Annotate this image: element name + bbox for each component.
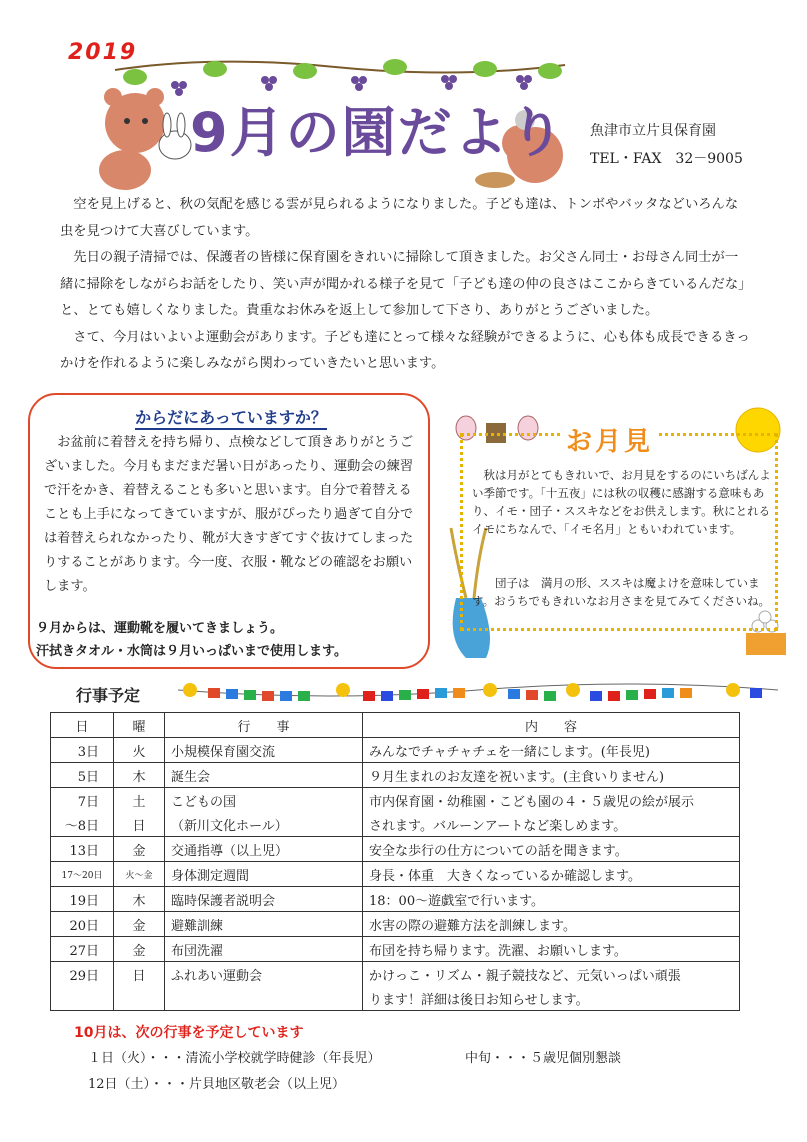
cell-day (51, 986, 114, 1011)
cell-event: 布団洗濯 (165, 937, 363, 962)
table-row (51, 763, 740, 788)
cell-event: 交通指導（以上児） (165, 837, 363, 862)
moon-title: お月見 (560, 421, 659, 458)
cell-event: ふれあい運動会 (165, 962, 363, 987)
cell-dow: 火 (114, 738, 165, 763)
table-row (51, 962, 740, 987)
header-event: 行 事 (165, 713, 363, 738)
cell-detail: されます。バルーンアートなど楽しめます。 (363, 812, 740, 837)
cell-day: ～8日 (51, 812, 114, 837)
table-row (51, 862, 740, 887)
bunting-decoration (178, 680, 778, 710)
october-item: 12日（土）・・・片貝地区敬老会（以上児） (88, 1077, 346, 1092)
school-tel-fax: TEL・FAX 32－9005 (590, 151, 743, 167)
cell-dow: 日 (114, 962, 165, 987)
cell-dow: 日 (114, 812, 165, 837)
school-name: 魚津市立片貝保育園 (590, 123, 716, 139)
health-body: お盆前に着替えを持ち帰り、点検などして頂きありがとうございました。今月もまだまだ暑い日があったり、運動会の練習で汗をかき、着替えることも多いと思います。自分で着替えることも上手になってきていますが、服がぴったり過ぎて自分では着替えられなかったり、靴が大きすぎてすぐ抜けてしまったりすることがあります。今一度、衣服・靴などの確認をお願いします。 (44, 435, 414, 594)
health-note-towel: 汗拭きタオル・水筒は９月いっぱいまで使用します。 (36, 644, 347, 659)
cell-detail: 市内保育園・幼稚園・こども園の４・５歳児の絵が展示 (363, 788, 740, 813)
cell-day: 7日 (51, 788, 114, 813)
cell-event: （新川文化ホール） (165, 812, 363, 837)
cell-detail: 身長・体重 大きくなっているか確認します。 (363, 862, 740, 887)
table-row (51, 937, 740, 962)
header-day: 日 (51, 713, 114, 738)
schedule-table (50, 712, 740, 1011)
health-note-shoes: ９月からは、運動靴を履いてきましょう。 (36, 621, 284, 636)
cell-dow: 木 (114, 887, 165, 912)
cell-detail: みんなでチャチャチェを一緒にします。(年長児) (363, 738, 740, 763)
cell-day: 17～20日 (51, 862, 114, 887)
cell-event: 誕生会 (165, 763, 363, 788)
intro-paragraph: 空を見上げると、秋の気配を感じる雲が見られるようになりました。子ども達は、トンボやバッタなどいろんな虫を見つけて大喜びしています。 (60, 197, 739, 239)
intro-text (60, 192, 750, 378)
moon-text: 秋は月がとてもきれいで、お月見をするのにいちばんよい季節です。「十五夜」には秋の収穫に感謝する意味もあり、イモ・団子・ススキなどをお供えします。秋にとれるイモにちなんで、「イモ名月」ともいわれています。 (472, 468, 771, 536)
cell-dow: 木 (114, 763, 165, 788)
table-row (51, 837, 740, 862)
table-row (51, 788, 740, 813)
cell-event: 避難訓練 (165, 912, 363, 937)
cell-dow: 金 (114, 912, 165, 937)
cell-event: 身体測定週間 (165, 862, 363, 887)
cell-detail: 水害の際の避難方法を訓練します。 (363, 912, 740, 937)
cell-event: こどもの国 (165, 788, 363, 813)
cell-event: 臨時保護者説明会 (165, 887, 363, 912)
cell-day: 27日 (51, 937, 114, 962)
page-title: 9月の園だより (190, 101, 566, 164)
header-dow: 曜 (114, 713, 165, 738)
cell-dow: 金 (114, 937, 165, 962)
cell-day: 29日 (51, 962, 114, 987)
cell-day: 19日 (51, 887, 114, 912)
intro-paragraph: 先日の親子清掃では、保護者の皆様に保育園をきれいに掃除して頂きました。お父さん同士・お母さん同士が一緒に掃除をしながらお話をしたり、笑い声が聞かれる様子を見て「子ども達の仲の良さはここからきているんだな」と、とても嬉しくなりました。貴重なお休みを返上して参加して下さり、ありがとうございました。 (60, 250, 745, 318)
table-row (51, 812, 740, 837)
table-row (51, 986, 740, 1011)
health-title (30, 405, 432, 428)
cell-event: 小規模保育園交流 (165, 738, 363, 763)
cell-day: 13日 (51, 837, 114, 862)
cell-dow: 金 (114, 837, 165, 862)
cell-dow: 火～金 (114, 862, 165, 887)
table-row (51, 912, 740, 937)
year-label: 2019 (68, 40, 138, 65)
cell-day: 5日 (51, 763, 114, 788)
october-title: 10月は、次の行事を予定しています (74, 1025, 304, 1041)
cell-dow (114, 986, 165, 1011)
intro-paragraph: さて、今月はいよいよ運動会があります。子ども達にとって様々な経験ができるように、心も体も成長できるきっかけを作れるように楽しみながら関わっていきたいと思います。 (60, 329, 750, 371)
cell-detail: 安全な歩行の仕方についての話を聞きます。 (363, 837, 740, 862)
cell-detail: ります！詳細は後日お知らせします。 (363, 986, 740, 1011)
cell-detail: ９月生まれのお友達を祝います。(主食いりません) (363, 763, 740, 788)
schedule-title: 行事予定 (76, 686, 141, 705)
table-row (51, 887, 740, 912)
cell-day: 20日 (51, 912, 114, 937)
october-item: 中旬・・・５歳児個別懇談 (465, 1051, 622, 1066)
october-item: １日（火）・・・清流小学校就学時健診（年長児） (88, 1051, 381, 1066)
moon-text-dango: 団子は 満月の形、ススキは魔よけを意味しています。おうちでもきれいなお月さまを見てみてくださいね。 (472, 576, 770, 608)
header-detail: 内 容 (363, 713, 740, 738)
table-header-row (51, 713, 740, 738)
cell-detail: 18：00～遊戯室で行います。 (363, 887, 740, 912)
cell-event (165, 986, 363, 1011)
cell-detail: 布団を持ち帰ります。洗濯、お願いします。 (363, 937, 740, 962)
cell-dow: 土 (114, 788, 165, 813)
cell-detail: かけっこ・リズム・親子競技など、元気いっぱい頑張 (363, 962, 740, 987)
health-title-text: からだにあっていますか？ (135, 408, 327, 430)
cell-day: 3日 (51, 738, 114, 763)
table-row (51, 738, 740, 763)
